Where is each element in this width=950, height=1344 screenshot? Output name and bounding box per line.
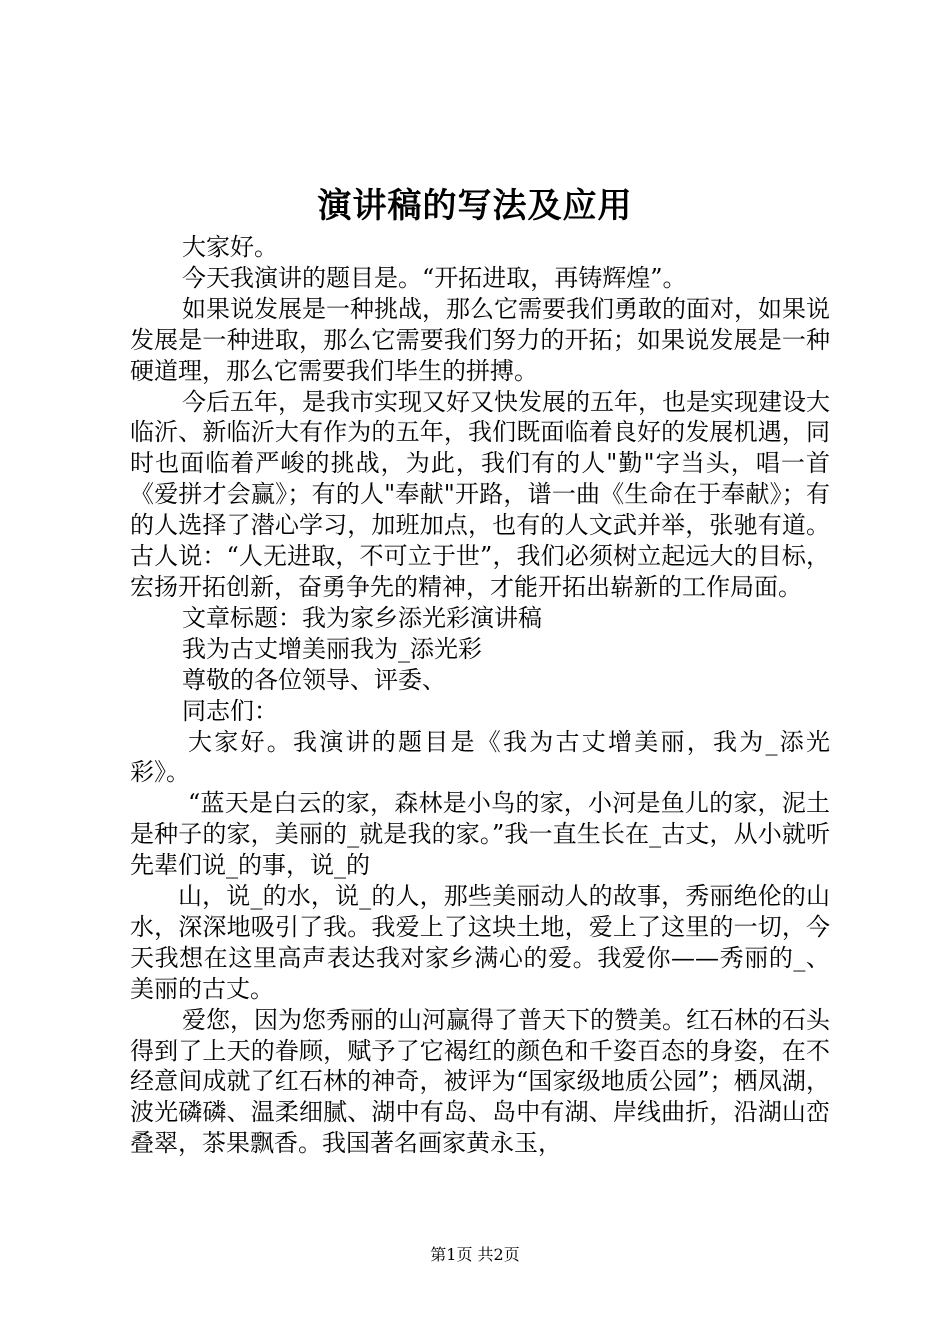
paragraph-greeting-topic: 大家好。我演讲的题目是《我为古丈增美丽，我为_添光彩》。	[130, 727, 830, 787]
paragraph-blue-sky: “蓝天是白云的家，森林是小鸟的家，小河是鱼儿的家，泥土是种子的家，美丽的_就是我的家。”我一直生长在_古丈，从小就听先辈们说_的事，说_的	[130, 789, 830, 880]
paragraph-love: 爱您，因为您秀丽的山河赢得了普天下的赞美。红石林的石头得到了上天的眷顾，赋予了它褐红的颜色和千姿百态的身姿，在不经意间成就了红石林的神奇，被评为“国家级地质公园”；栖凤湖，波光磷磷、温柔细腻、湖中有岛、岛中有湖、岸线曲折，沿湖山峦叠翠，茶果飘香。我国著名画家黄永玉，	[130, 1005, 830, 1158]
document-body	[130, 232, 830, 1159]
paragraph-comrades: 同志们：	[182, 696, 278, 725]
paragraph-speech-title: 我为古丈增美丽我为_添光彩	[182, 634, 482, 663]
document-title: 演讲稿的写法及应用	[317, 186, 633, 226]
paragraph-article-title: 文章标题：我为家乡添光彩演讲稿	[182, 603, 542, 632]
paragraph-salutation: 尊敬的各位领导、评委、	[182, 665, 446, 694]
paragraph-five-years: 今后五年，是我市实现又好又快发展的五年，也是实现建设大临沂、新临沂大有作为的五年，我们既面临着良好的发展机遇，同时也面临着严峻的挑战，为此，我们有的人"勤"字当头，唱一首《爱拼才会赢》；有的人"奉献"开路，谱一曲《生命在于奉献》；有的人选择了潜心学习，加班加点，也有的人文武并举，张驰有道。古人说：“人无进取，不可立于世”，我们必须树立起远大的目标，宏扬开拓创新，奋勇争先的精神，才能开拓出崭新的工作局面。	[130, 387, 830, 601]
paragraph-mountains: 山，说_的水，说_的人，那些美丽动人的故事，秀丽绝伦的山水，深深地吸引了我。我爱上了这块土地，爱上了这里的一切，今天我想在这里高声表达我对家乡满心的爱。我爱你——秀丽的_、美丽的古丈。	[130, 882, 830, 1003]
paragraph-development: 如果说发展是一种挑战，那么它需要我们勇敢的面对，如果说发展是一种进取，那么它需要我们努力的开拓；如果说发展是一种硬道理，那么它需要我们毕生的拼搏。	[130, 294, 830, 385]
paragraph-topic: 今天我演讲的题目是。“开拓进取，再铸辉煌”。	[182, 263, 687, 292]
paragraph-greeting: 大家好。	[182, 233, 278, 261]
page-footer: 第1页 共2页	[430, 1245, 520, 1264]
